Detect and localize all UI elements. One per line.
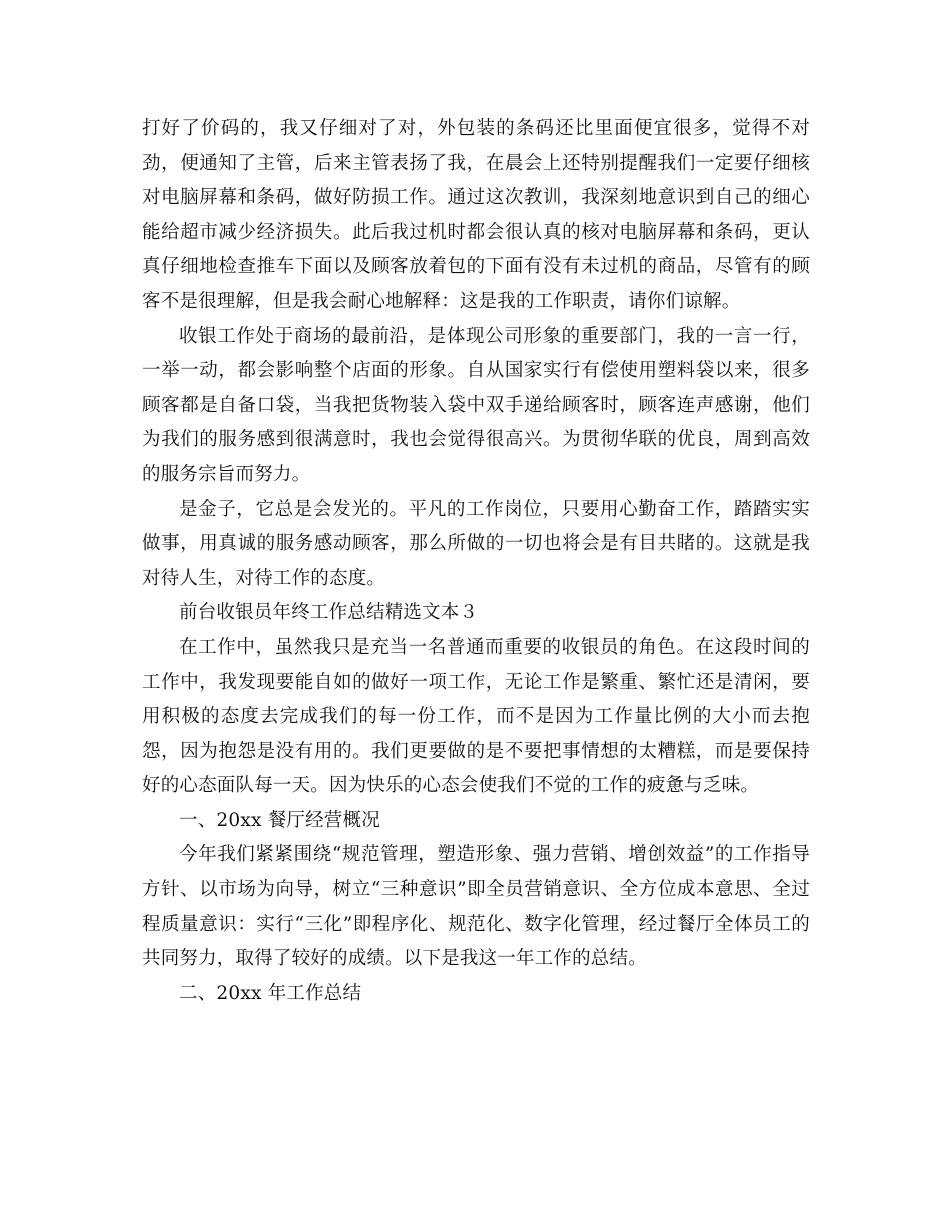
heading-annual-summary: 二、20xx 年工作总结 [179, 982, 362, 1004]
paragraph-continuation: 打好了价码的，我又仔细对了对，外包装的条码还比里面便宜很多，觉得不对劲，便通知了主管，后来主管表扬了我，在晨会上还特别提醒我们一定要仔细核对电脑屏幕和条码，做好防损工作。通过这次教训，我深刻地意识到自己的细心能给超市减少经济损失。此后我过机时都会很认真的核对电脑屏幕和条码，更认真仔细地检查推车下面以及顾客放着包的下面有没有未过机的商品，尽管有的顾客不是很理解，但是我会耐心地解释：这是我的工作职责，请你们谅解。 [142, 118, 810, 312]
paragraph-management-policy: 今年我们紧紧围绕“规范管理，塑造形象、强力营销、增创效益”的工作指导方针、以市场为向导，树立“三种意识”即全员营销意识、全方位成本意思、全过程质量意识：实行“三化”即程序化、规范化、数字化管理，经过餐厅全体员工的共同努力，取得了较好的成绩。以下是我这一年工作的总结。 [142, 844, 810, 970]
paragraph-gold-shines: 是金子，它总是会发光的。平凡的工作岗位，只要用心勤奋工作，踏踏实实做事，用真诚的服务感动顾客，那么所做的一切也将会是有目共睹的。这就是我对待人生，对待工作的态度。 [142, 498, 810, 589]
heading-restaurant-overview: 一、20xx 餐厅经营概况 [179, 809, 380, 831]
section-title-text-3: 前台收银员年终工作总结精选文本３ [179, 602, 479, 624]
paragraph-work-attitude: 在工作中，虽然我只是充当一名普通而重要的收银员的角色。在这段时间的工作中，我发现要能自如的做好一项工作，无论工作是繁重、繁忙还是清闲，要用积极的态度去完成我们的每一份工作，而不是因为工作量比例的大小而去抱怨，因为抱怨是没有用的。我们更要做的是不要把事情想的太糟糕，而是要保持好的心态面队每一天。因为快乐的心态会使我们不觉的工作的疲惫与乏味。 [142, 636, 810, 797]
document-body [142, 112, 810, 1011]
paragraph-cashier-frontline: 收银工作处于商场的最前沿，是体现公司形象的重要部门，我的一言一行，一举一动，都会影响整个店面的形象。自从国家实行有偿使用塑料袋以来，很多顾客都是自备口袋，当我把货物装入袋中双手递给顾客时，顾客连声感谢，他们为我们的服务感到很满意时，我也会觉得很高兴。为贯彻华联的优良，周到高效的服务宗旨而努力。 [142, 325, 810, 485]
